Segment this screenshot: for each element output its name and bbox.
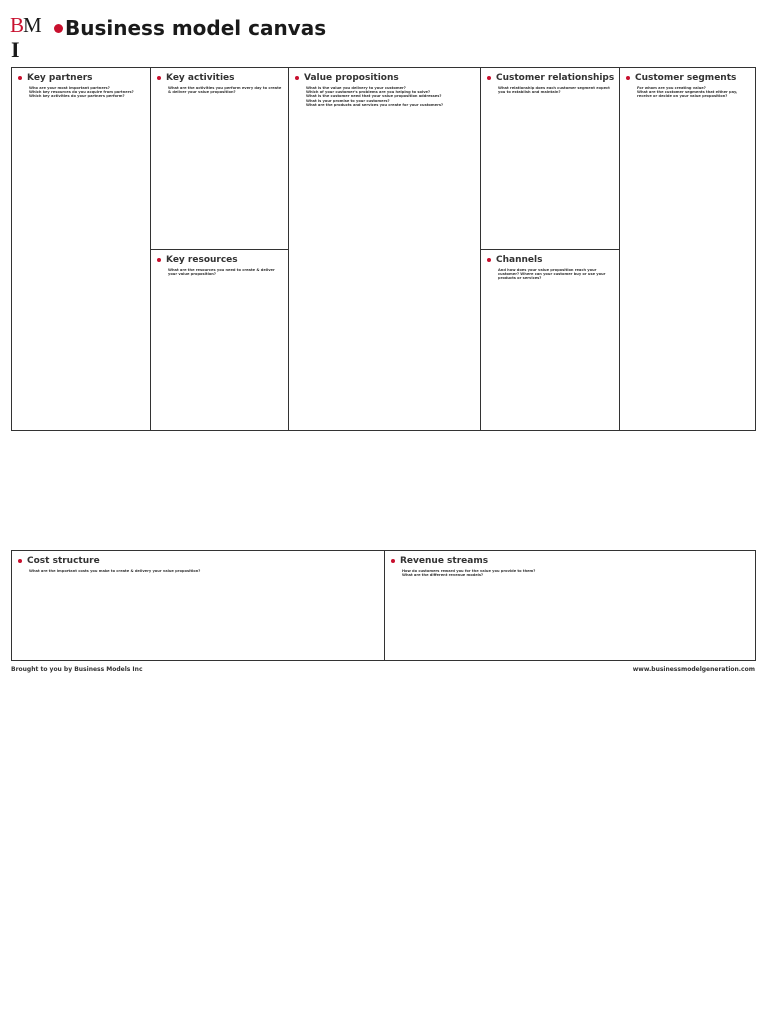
page-title: Business model canvas: [65, 16, 327, 40]
value-propositions-title: Value propositions: [295, 73, 474, 84]
cost-structure-description: What are the important costs you make to create & delivery your value proposition?: [29, 569, 201, 573]
key-activities-block: [151, 68, 289, 250]
cost-structure-block: [12, 551, 385, 660]
finance-row: [11, 550, 756, 661]
customer-segments-block: [620, 68, 755, 430]
title-bullet-icon: [54, 24, 63, 33]
value-propositions-description: What is the value you delivery to your customer? Which of your customer's problems are you helping to solve? What is the customer need that your value proposition addresses? What is your promise to your customers? What are the products and services you create for your customers?: [306, 86, 444, 107]
customer-segments-title: Customer segments: [626, 73, 749, 84]
key-resources-block: [151, 250, 289, 430]
customer-segments-description: For whom are you creating value? What are the customer segments that either pay, receive or decide on your value proposition?: [637, 86, 738, 99]
logo-letter-b: B: [10, 13, 24, 37]
footer-credit: Brought to you by Business Models Inc: [11, 666, 143, 673]
key-partners-title: Key partners: [18, 73, 144, 84]
revenue-streams-block: [385, 551, 755, 660]
revenue-streams-title: Revenue streams: [391, 556, 749, 567]
value-propositions-block: [289, 68, 481, 430]
key-partners-block: [12, 68, 151, 430]
canvas-grid: [11, 67, 756, 431]
footer-website-link[interactable]: www.businessmodelgeneration.com: [632, 666, 755, 673]
logo-letter-m: M: [23, 13, 41, 37]
customer-relationships-description: What relationship does each customer segment expect you to establish and maintain?: [498, 86, 610, 95]
key-activities-description: What are the activities you perform every day to create & deliver your value proposition?: [168, 86, 282, 95]
key-resources-description: What are the resources you need to create & deliver your value proposition?: [168, 268, 275, 277]
customer-relationships-block: [481, 68, 620, 250]
channels-block: [481, 250, 620, 430]
channels-description: And how does your value proposition reach your customer? Where can your customer buy or use your products or services?: [498, 268, 606, 281]
channels-title: Channels: [487, 255, 613, 266]
bmi-logo: [10, 14, 41, 36]
revenue-streams-description: How do customers reward you for the value you provide to them? What are the different revenue models?: [402, 569, 536, 578]
customer-relationships-title: Customer relationships: [487, 73, 613, 84]
cost-structure-title: Cost structure: [18, 556, 378, 567]
key-resources-title: Key resources: [157, 255, 282, 266]
key-partners-description: Who are your most important partners? Which key resources do you acquire from partners? Which key activities do your partners perform?: [29, 86, 134, 99]
logo-letter-i: I: [11, 37, 20, 62]
key-activities-title: Key activities: [157, 73, 282, 84]
